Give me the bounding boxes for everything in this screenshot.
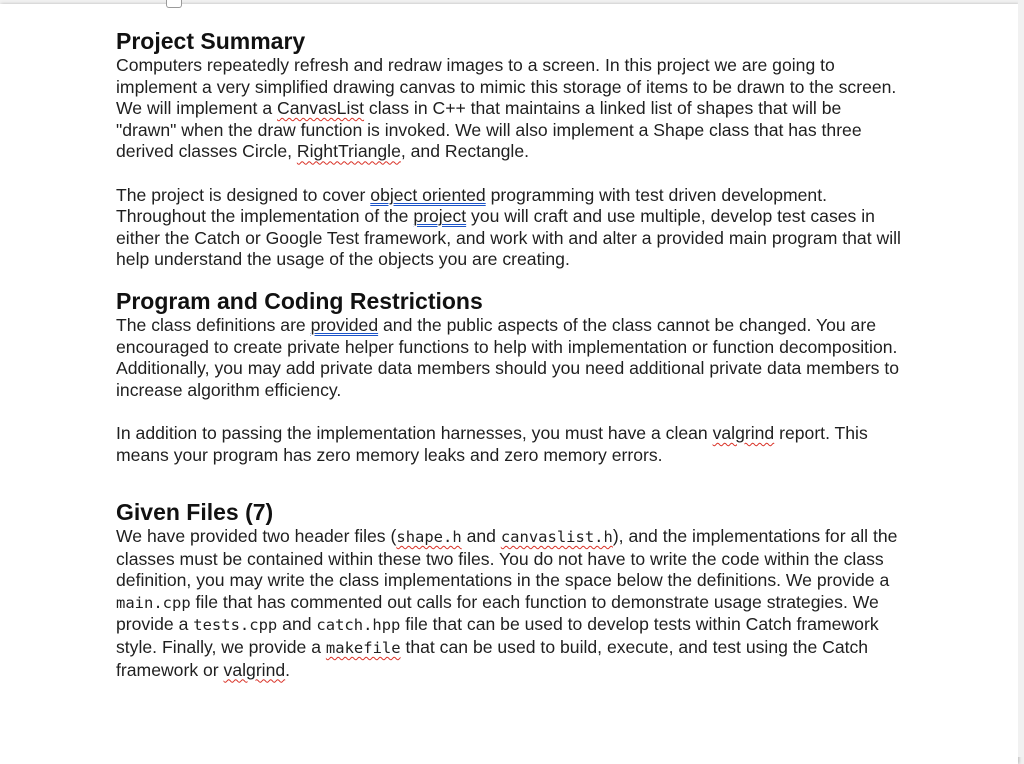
code-catch-hpp: catch.hpp xyxy=(316,616,401,635)
grammar-object-oriented[interactable]: object oriented xyxy=(370,184,486,205)
heading-project-summary: Project Summary xyxy=(116,28,306,54)
grammar-project[interactable]: project xyxy=(413,206,467,227)
paragraph-restrictions-2: In addition to passing the implementation harnesses, you must have a clean valgrind report. This means your program has zero memory leaks and zero memory errors. xyxy=(116,422,868,465)
paragraph-summary-2: The project is designed to cover object oriented programming with test driven development. Throughout the implementation of the project you will craft and use multiple, develop test cases in either the Catch or Google Test framework, and work with and alter a provided main program that will help understand the usage of the objects you are creating. xyxy=(116,184,901,270)
code-canvaslist-h[interactable]: canvaslist.h xyxy=(500,528,613,547)
spellcheck-valgrind-2[interactable]: valgrind xyxy=(223,659,286,680)
document-body[interactable] xyxy=(116,28,906,681)
code-shape-h[interactable]: shape.h xyxy=(396,528,462,547)
paragraph-given-files: We have provided two header files (shape.h and canvaslist.h), and the implementations for all the classes must be contained within these two files. You do not have to write the code within the class definition, you may write the class implementations in the space below the definitions. We provide a main.cpp file that has commented out calls for each function to demonstrate usage strategies. We provide a tests.cpp and catch.hpp file that can be used to develop tests within Catch framework style. Finally, we provide a makefile that can be used to build, execute, and test using the Catch framework or valgrind. xyxy=(116,526,898,680)
grammar-provided[interactable]: provided xyxy=(310,314,379,335)
paragraph-summary-1: Computers repeatedly refresh and redraw images to a screen. In this project we are going to implement a very simplified drawing canvas to mimic this storage of items to be drawn to the screen. We will implement a CanvasList class in C++ that maintains a linked list of shapes that will be "drawn" when the draw function is invoked. We will also implement a Shape class that has three derived classes Circle, RightTriangle, and Rectangle. xyxy=(116,55,897,162)
spellcheck-valgrind[interactable]: valgrind xyxy=(712,422,775,443)
heading-given-files: Given Files (7) xyxy=(116,499,274,526)
code-tests-cpp: tests.cpp xyxy=(193,616,278,635)
document-page xyxy=(0,4,1018,764)
page-top-marker xyxy=(166,0,182,8)
spellcheck-righttriangle[interactable]: RightTriangle xyxy=(296,141,401,162)
heading-program-restrictions: Program and Coding Restrictions xyxy=(116,287,483,314)
scrollbar-track[interactable] xyxy=(1018,0,1024,757)
code-makefile[interactable]: makefile xyxy=(325,639,401,658)
code-main-cpp: main.cpp xyxy=(116,593,191,612)
paragraph-restrictions-1: The class definitions are provided and the public aspects of the class cannot be changed. You are encouraged to create private helper functions to help with implementation or function decomposition. Additionally, you may add private data members should you need additional private data members to increase algorithm efficiency. xyxy=(116,314,900,400)
spellcheck-canvaslist[interactable]: CanvasList xyxy=(277,98,365,119)
